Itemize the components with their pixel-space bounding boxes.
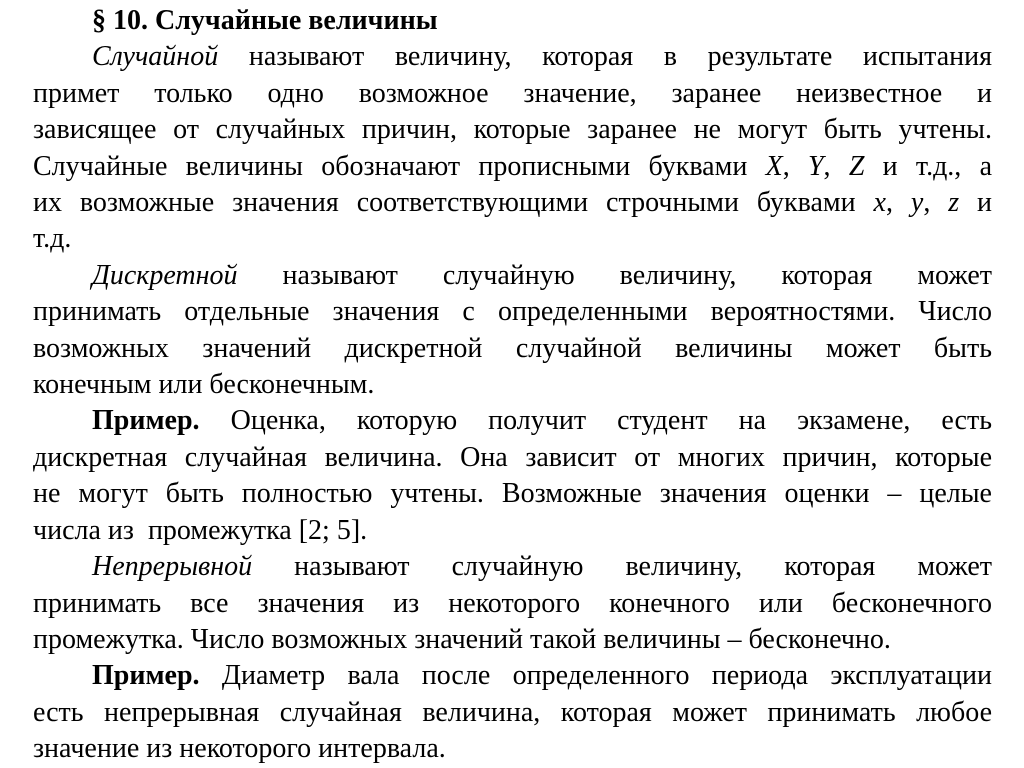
text-segment: т.д. bbox=[33, 223, 72, 255]
text-line bbox=[33, 476, 992, 512]
text-segment: зависящее от случайных причин, которые заранее не могут быть учтены. bbox=[33, 114, 992, 146]
text-segment: , bbox=[782, 150, 808, 182]
text-segment: дискретная случайная величина. Она зависит от многих причин, которые bbox=[33, 441, 992, 473]
text-line bbox=[33, 39, 992, 75]
text-line bbox=[33, 294, 992, 330]
section-heading: § 10. Случайные величины bbox=[92, 5, 438, 36]
text-segment: Случайной bbox=[92, 41, 219, 73]
text-segment: называют случайную величину, которая может bbox=[237, 259, 992, 291]
text-segment: принимать все значения из некоторого конечного или бесконечного bbox=[33, 587, 992, 619]
text-line bbox=[33, 185, 992, 221]
text-segment: конечным или бесконечным. bbox=[33, 369, 375, 401]
text-segment: примет только одно возможное значение, заранее неизвестное и bbox=[33, 77, 992, 109]
text-line bbox=[33, 731, 992, 767]
text-segment: Y bbox=[807, 150, 824, 182]
text-line bbox=[33, 331, 992, 367]
text-line bbox=[33, 367, 992, 403]
text-segment: называют случайную величину, которая может bbox=[252, 551, 992, 583]
text-segment: числа из промежутка [2; 5]. bbox=[33, 514, 368, 546]
text-segment: называют величину, которая в результате испытания bbox=[218, 41, 992, 73]
text-segment: принимать отдельные значения с определенными вероятностями. Число bbox=[33, 296, 992, 328]
text-line bbox=[33, 549, 992, 585]
text-segment: Оценка, которую получит студент на экзамене, есть bbox=[199, 405, 992, 437]
text-line bbox=[33, 258, 992, 294]
text-segment: и т.д., а bbox=[864, 150, 993, 182]
text-segment: возможных значений дискретной случайной величины может быть bbox=[33, 332, 992, 364]
text-segment: промежутка. Число возможных значений такой величины – бесконечно. bbox=[33, 623, 891, 655]
text-line bbox=[33, 112, 992, 148]
text-line bbox=[33, 658, 992, 694]
text-segment: Случайные величины обозначают прописными буквами bbox=[33, 150, 766, 182]
text-segment: y bbox=[910, 187, 924, 219]
text-segment: , bbox=[823, 150, 849, 182]
text-segment: x bbox=[873, 187, 886, 219]
text-segment: значение из некоторого интервала. bbox=[33, 733, 446, 765]
text-segment: , bbox=[885, 187, 911, 219]
text-segment: есть непрерывная случайная величина, которая может принимать любое bbox=[33, 696, 992, 728]
text-segment: не могут быть полностью учтены. Возможные значения оценки – целые bbox=[33, 478, 992, 510]
text-line bbox=[33, 513, 992, 549]
text-segment: их возможные значения соответствующими строчными буквами bbox=[33, 187, 874, 219]
text-line bbox=[33, 149, 992, 185]
text-segment: X bbox=[765, 150, 783, 182]
text-line bbox=[33, 586, 992, 622]
text-segment: Дискретной bbox=[92, 259, 238, 291]
text-line bbox=[33, 221, 992, 257]
text-line bbox=[33, 695, 992, 731]
text-segment: Диаметр вала после определенного периода эксплуатации bbox=[199, 660, 992, 692]
text-segment: Пример. bbox=[92, 660, 200, 692]
text-segment: Непрерывной bbox=[92, 551, 253, 583]
text-segment: Z bbox=[848, 150, 865, 182]
text-segment: , bbox=[923, 187, 949, 219]
text-segment: и bbox=[959, 187, 993, 219]
text-line bbox=[33, 403, 992, 439]
text-line bbox=[33, 440, 992, 476]
text-line bbox=[33, 76, 992, 112]
paragraphs-container bbox=[33, 39, 992, 767]
text-line bbox=[33, 622, 992, 658]
text-segment: Пример. bbox=[92, 405, 200, 437]
text-segment: z bbox=[948, 187, 960, 219]
